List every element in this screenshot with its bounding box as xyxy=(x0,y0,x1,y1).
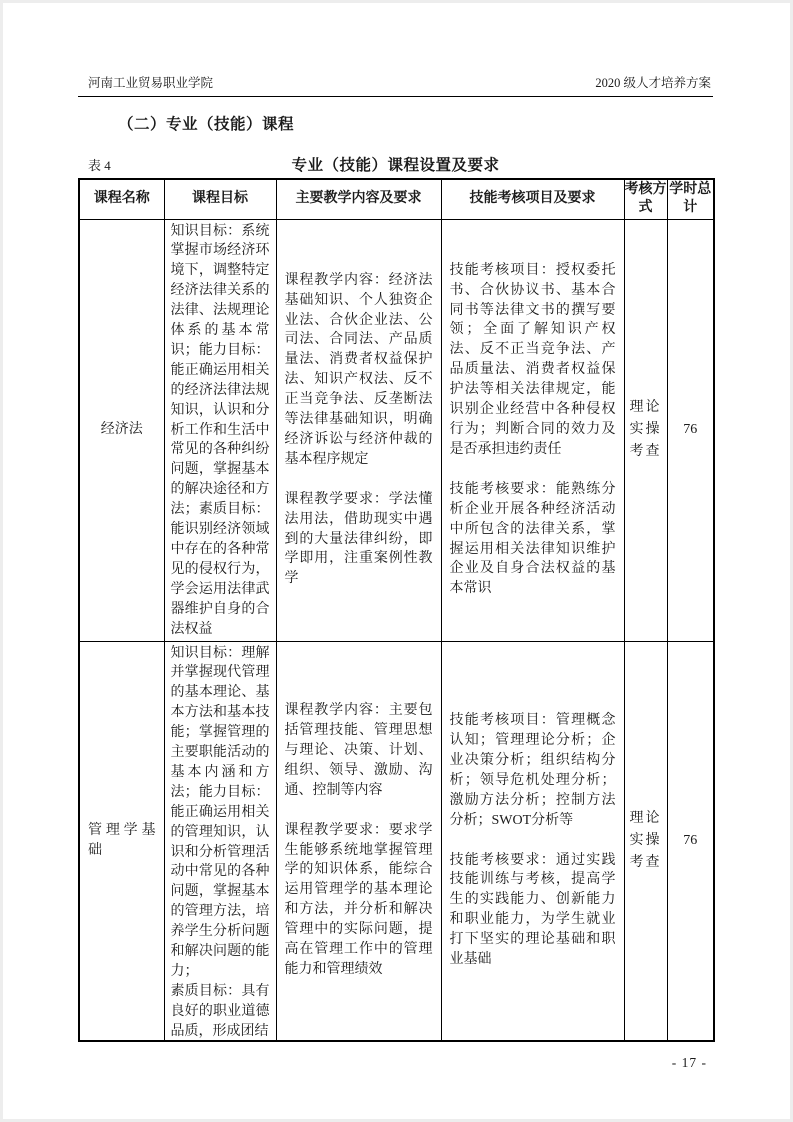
course-name: 管理学基础 xyxy=(88,822,156,858)
header-school-name: 河南工业贸易职业学院 xyxy=(88,76,214,90)
section-heading: （二）专业（技能）课程 xyxy=(118,116,295,133)
page-number: - 17 - xyxy=(671,1054,707,1070)
course-hours-cell xyxy=(667,219,714,641)
course-assessment-cell xyxy=(441,641,624,1041)
table-label: 表 4 xyxy=(88,158,111,173)
header-program-name: 2020 级人才培养方案 xyxy=(595,76,711,90)
content-paragraph: 课程教学内容：主要包括管理技能、管理思想与理论、决策、计划、组织、领导、激励、沟通、控制等内容 xyxy=(284,703,433,798)
course-hours-cell xyxy=(667,641,714,1041)
course-name-cell xyxy=(79,219,164,641)
course-content-cell xyxy=(276,219,441,641)
course-assessment-cell xyxy=(441,219,624,641)
assessment-paragraph: 技能考核项目：管理概念认知；管理理论分析；企业决策分析；组织结构分析；领导危机处理分析；激励方法分析；控制方法分析；SWOT分析等 xyxy=(449,713,616,828)
page-content xyxy=(78,73,713,1071)
column-header-course-name: 课程名称 xyxy=(79,179,164,219)
total-hours: 76 xyxy=(683,422,698,437)
total-hours: 76 xyxy=(683,832,698,848)
objective-paragraph: 知识目标：系统掌握市场经济环境下，调整特定经济法律关系的法律、法规理论体系的基本常识；能力目标：能正确运用相关的经济法律法规知识，认识和分析工作和生活中常见的各种纠纷问题，掌握基本的解决途径和方法；素质目标：能识别经济领域中存在的各种常见的侵权行为，学会运用法律武器维护自身的合法权益 xyxy=(170,223,270,637)
content-paragraph: 课程教学要求：学法懂法用法，借助现实中遇到的大量法律纠纷，即学即用，注重案例性教学 xyxy=(284,491,433,587)
content-paragraph: 课程教学要求：要求学生能够系统地掌握管理学的知识体系，能综合运用管理学的基本理论和方法，并分析和解决管理中的实际问题，提高在管理工作中的管理能力和管理绩效 xyxy=(284,822,433,977)
course-name-cell xyxy=(79,641,164,1041)
objective-paragraph: 知识目标：理解并掌握现代管理的基本理论、基本方法和基本技能；掌握管理的主要职能活动的基本内涵和方法；能力目标：能正确运用相关的管理知识，认识和分析管理活动中常见的各种问题，掌握基本的管理方法，培养学生分析问题和解决问题的能力； xyxy=(170,645,270,979)
table-caption-row xyxy=(78,153,713,175)
column-header-method: 考核方式 xyxy=(624,179,667,219)
column-header-hours: 学时总计 xyxy=(667,179,714,219)
content-paragraph: 课程教学内容：经济法基础知识、个人独资企业法、合伙企业法、公司法、合同法、产品质量法、消费者权益保护法、知识产权法、反不正当竞争法、反垄断法等法律基础知识，明确经济诉讼与经济仲裁的基本程序规定 xyxy=(284,272,433,467)
course-method-cell xyxy=(624,641,667,1041)
assessment-method: 理论实操考查 xyxy=(629,400,662,459)
course-name: 经济法 xyxy=(100,422,143,437)
table-title: 专业（技能）课程设置及要求 xyxy=(291,157,500,174)
course-content-cell xyxy=(276,641,441,1041)
assessment-method: 理论实操考查 xyxy=(629,810,662,870)
table-header-row xyxy=(79,179,714,219)
course-objective-cell xyxy=(164,219,276,641)
assessment-paragraph: 技能考核项目：授权委托书、合伙协议书、基本合同书等法律文书的撰写要领；全面了解知识产权法、反不正当竞争法、产品质量法、消费者权益保护法等相关法律规定，能识别企业经营中各种侵权行为；判断合同的效力及是否承担违约责任 xyxy=(449,262,616,457)
assessment-paragraph: 技能考核要求：通过实践技能训练与考核，提高学生的实践能力、创新能力和职业能力，为学生就业打下坚实的理论基础和职业基础 xyxy=(449,852,616,968)
assessment-paragraph: 技能考核要求：能熟练分析企业开展各种经济活动中所包含的法律关系，掌握运用相关法律知识维护企业及自身合法权益的基本常识 xyxy=(449,481,616,597)
course-table xyxy=(78,178,715,1042)
column-header-content: 主要教学内容及要求 xyxy=(276,179,441,219)
table-row xyxy=(79,219,714,641)
column-header-assessment: 技能考核项目及要求 xyxy=(441,179,624,219)
course-objective-cell xyxy=(164,641,276,1041)
document-header xyxy=(78,73,713,97)
course-method-cell xyxy=(624,219,667,641)
objective-paragraph: 素质目标：具有良好的职业道德品质，形成团结 xyxy=(170,983,270,1039)
column-header-objective: 课程目标 xyxy=(164,179,276,219)
table-row xyxy=(79,641,714,1041)
